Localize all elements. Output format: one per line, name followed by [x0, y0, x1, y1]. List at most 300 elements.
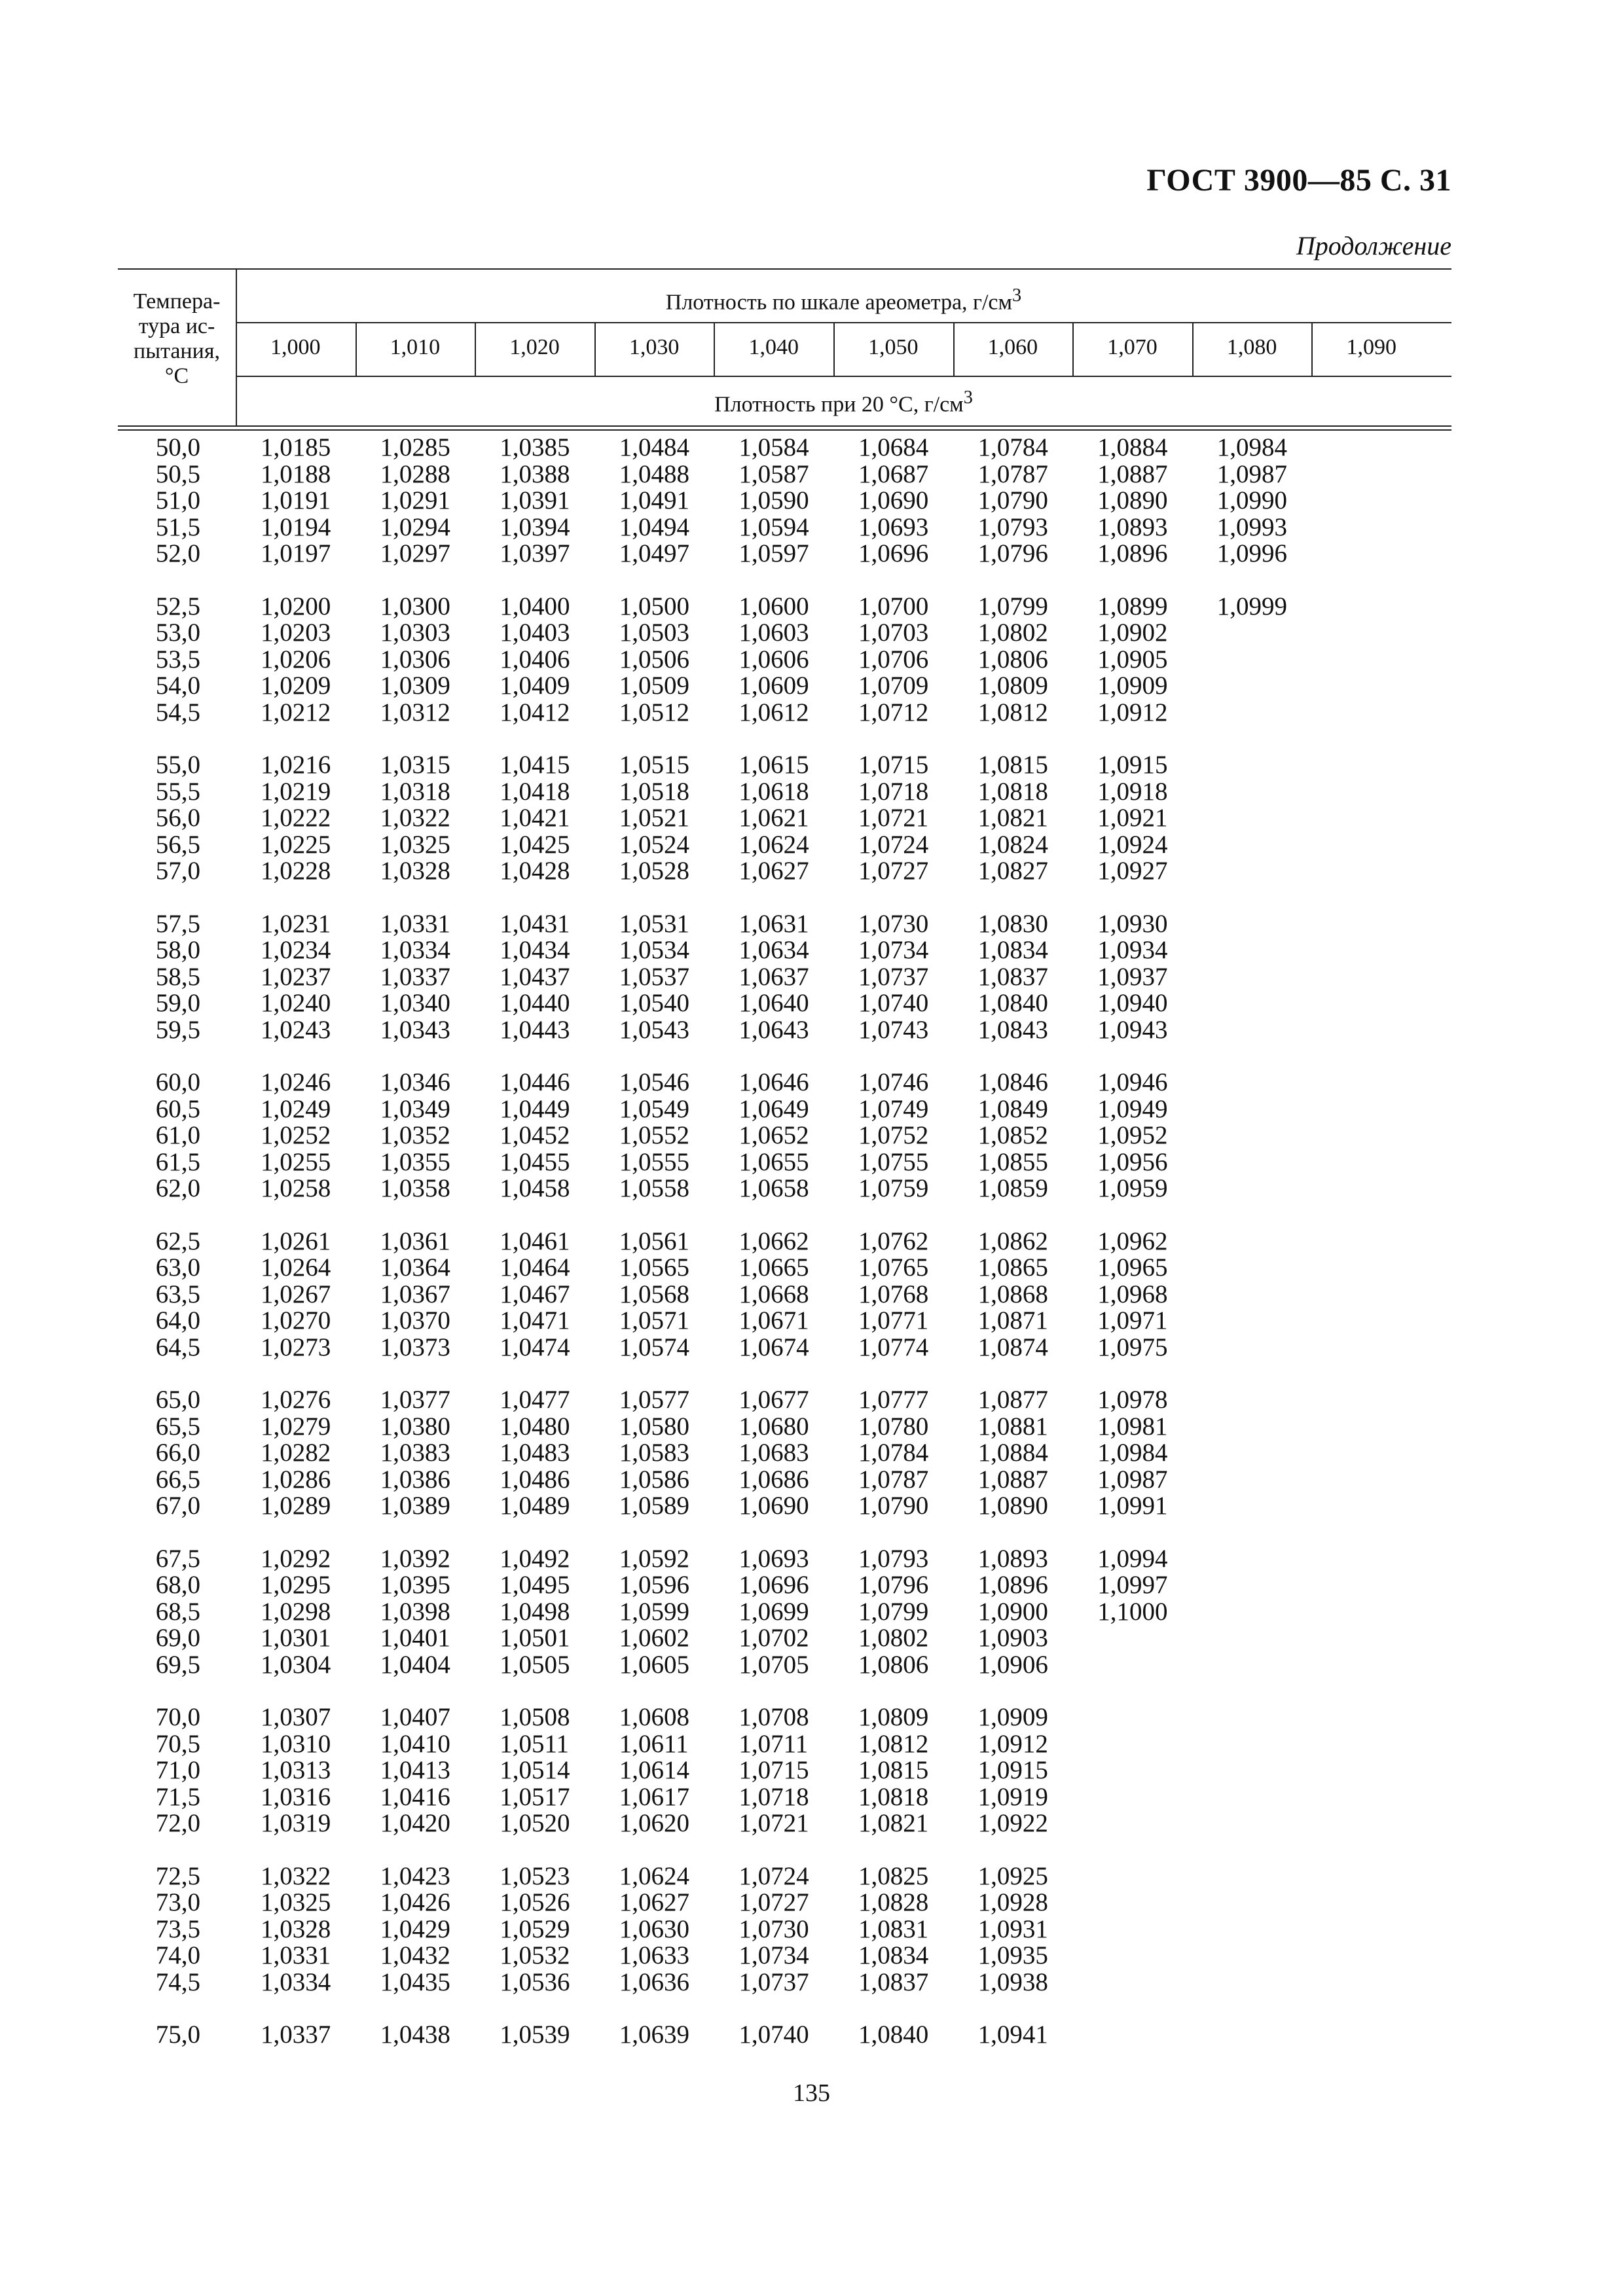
density-cell: 1,0304	[261, 1650, 331, 1679]
density-cell: 1,0536	[500, 1967, 570, 1996]
density-cell: 1,0893	[977, 1544, 1048, 1573]
density-cell: 1,0410	[380, 1729, 450, 1758]
document-code: ГОСТ 3900—85 С. 31	[1146, 163, 1451, 198]
density-cell: 1,0279	[261, 1412, 331, 1441]
density-cell: 1,0498	[500, 1597, 570, 1626]
table-row	[118, 514, 1451, 541]
temperature-cell: 69,0	[155, 1624, 200, 1652]
row-group	[118, 1546, 1451, 1679]
table-row	[118, 1493, 1451, 1520]
table-row	[118, 1704, 1451, 1731]
density-cell: 1,0705	[739, 1650, 809, 1679]
density-cell: 1,0395	[380, 1571, 450, 1599]
density-cell: 1,0943	[1097, 1015, 1168, 1044]
density-cell: 1,0617	[619, 1782, 690, 1811]
table-row	[118, 620, 1451, 647]
temperature-cell: 70,0	[155, 1703, 200, 1731]
density-cell: 1,0737	[858, 962, 929, 991]
density-cell: 1,0890	[1097, 486, 1168, 514]
density-cell: 1,0270	[261, 1306, 331, 1335]
density-cell: 1,0952	[1097, 1121, 1168, 1149]
density-cell: 1,0683	[739, 1439, 809, 1467]
table-row	[118, 461, 1451, 488]
density-cell: 1,0316	[261, 1782, 331, 1811]
density-cell: 1,0962	[1097, 1227, 1168, 1255]
temperature-cell: 57,0	[155, 857, 200, 885]
density-cell: 1,0300	[380, 592, 450, 620]
density-cell: 1,0524	[619, 830, 690, 859]
header-rule	[236, 376, 1451, 377]
table-row	[118, 1731, 1451, 1758]
density-cell: 1,0715	[739, 1756, 809, 1784]
density-cell: 1,0690	[858, 486, 929, 514]
density-cell: 1,0614	[619, 1756, 690, 1784]
density-cell: 1,0721	[858, 804, 929, 832]
density-cell: 1,0624	[619, 1861, 690, 1890]
density-cell: 1,0721	[739, 1809, 809, 1837]
density-cell: 1,0762	[858, 1227, 929, 1255]
density-cell: 1,0890	[977, 1492, 1048, 1520]
density-cell: 1,0501	[500, 1624, 570, 1652]
density-at-20-title-text: Плотность при 20 °С, г/см	[714, 392, 964, 417]
density-cell: 1,0724	[739, 1861, 809, 1890]
temperature-cell: 68,0	[155, 1571, 200, 1599]
density-cell: 1,0488	[619, 459, 690, 488]
density-cell: 1,0887	[1097, 459, 1168, 488]
density-cell: 1,0464	[500, 1253, 570, 1282]
density-cell: 1,0267	[261, 1280, 331, 1308]
column-divider	[953, 322, 955, 376]
density-cell: 1,0386	[380, 1465, 450, 1494]
density-cell: 1,0877	[977, 1386, 1048, 1414]
temperature-cell: 56,0	[155, 804, 200, 832]
density-cell: 1,0586	[619, 1465, 690, 1494]
density-cell: 1,0415	[500, 751, 570, 779]
temperature-cell: 66,0	[155, 1439, 200, 1467]
density-cell: 1,0421	[500, 804, 570, 832]
density-cell: 1,0494	[619, 512, 690, 541]
density-cell: 1,0662	[739, 1227, 809, 1255]
temperature-cell: 65,0	[155, 1386, 200, 1414]
hydrometer-scale-title	[236, 285, 1451, 315]
density-cell: 1,0740	[739, 2020, 809, 2049]
table-row	[118, 779, 1451, 806]
density-cell: 1,0606	[739, 645, 809, 673]
density-cell: 1,0859	[977, 1174, 1048, 1202]
density-cell: 1,0799	[858, 1597, 929, 1626]
density-cell: 1,0273	[261, 1333, 331, 1361]
density-cell: 1,0520	[500, 1809, 570, 1837]
density-cell: 1,0831	[858, 1914, 929, 1943]
density-cell: 1,0874	[977, 1333, 1048, 1361]
density-cell: 1,0941	[977, 2020, 1048, 2049]
density-cell: 1,0699	[739, 1597, 809, 1626]
density-cell: 1,0370	[380, 1306, 450, 1335]
density-cell: 1,0637	[739, 962, 809, 991]
density-cell: 1,0425	[500, 830, 570, 859]
table-row	[118, 1757, 1451, 1784]
density-cell: 1,0589	[619, 1492, 690, 1520]
density-cell: 1,0999	[1216, 592, 1288, 620]
temperature-cell: 61,0	[155, 1121, 200, 1149]
density-cell: 1,0771	[858, 1306, 929, 1335]
density-cell: 1,0840	[858, 2020, 929, 2049]
table-row	[118, 1943, 1451, 1969]
density-cell: 1,0437	[500, 962, 570, 991]
density-cell: 1,0840	[977, 989, 1048, 1017]
density-cell: 1,0429	[380, 1914, 450, 1943]
density-cell: 1,0438	[380, 2020, 450, 2049]
table-row	[118, 1229, 1451, 1255]
temperature-cell: 63,5	[155, 1280, 200, 1308]
density-cell: 1,0337	[261, 2020, 331, 2049]
column-divider	[356, 322, 357, 376]
temperature-cell: 58,0	[155, 936, 200, 964]
density-cell: 1,0668	[739, 1280, 809, 1308]
density-cell: 1,0307	[261, 1703, 331, 1731]
density-cell: 1,0412	[500, 698, 570, 726]
density-cell: 1,0946	[1097, 1068, 1168, 1096]
density-cell: 1,0367	[380, 1280, 450, 1308]
density-cell: 1,0568	[619, 1280, 690, 1308]
density-cell: 1,0200	[261, 592, 331, 620]
density-cell: 1,0706	[858, 645, 929, 673]
column-header: 1,050	[868, 335, 919, 359]
density-cell: 1,0759	[858, 1174, 929, 1202]
density-cell: 1,0740	[858, 989, 929, 1017]
density-cell: 1,0297	[380, 539, 450, 567]
temperature-cell: 74,5	[155, 1967, 200, 1996]
density-cell: 1,0587	[739, 459, 809, 488]
column-header: 1,010	[390, 335, 441, 359]
hydrometer-scale-title-text: Плотность по шкале ареометра, г/см	[665, 290, 1013, 315]
density-cell: 1,0737	[739, 1967, 809, 1996]
density-cell: 1,0309	[380, 672, 450, 700]
density-cell: 1,1000	[1097, 1597, 1168, 1626]
density-cell: 1,0793	[858, 1544, 929, 1573]
density-cell: 1,0401	[380, 1624, 450, 1652]
density-cell: 1,0743	[858, 1015, 929, 1044]
density-cell: 1,0599	[619, 1597, 690, 1626]
density-cell: 1,0216	[261, 751, 331, 779]
density-cell: 1,0900	[977, 1597, 1048, 1626]
row-group	[118, 435, 1451, 567]
table-row	[118, 964, 1451, 991]
density-cell: 1,0264	[261, 1253, 331, 1282]
density-cell: 1,0718	[858, 777, 929, 806]
density-cell: 1,0426	[380, 1888, 450, 1916]
density-cell: 1,0237	[261, 962, 331, 991]
density-cell: 1,0646	[739, 1068, 809, 1096]
density-cell: 1,0640	[739, 989, 809, 1017]
density-cell: 1,0291	[380, 486, 450, 514]
density-cell: 1,0906	[977, 1650, 1048, 1679]
density-cell: 1,0461	[500, 1227, 570, 1255]
density-at-20-title	[236, 387, 1451, 417]
density-cell: 1,0633	[619, 1941, 690, 1969]
density-cell: 1,0583	[619, 1439, 690, 1467]
table-row	[118, 1069, 1451, 1096]
temperature-column-header	[118, 289, 236, 389]
density-cell: 1,0514	[500, 1756, 570, 1784]
density-cell: 1,0440	[500, 989, 570, 1017]
density-cell: 1,0295	[261, 1571, 331, 1599]
density-cell: 1,0837	[858, 1967, 929, 1996]
density-cell: 1,0388	[500, 459, 570, 488]
density-cell: 1,0843	[977, 1015, 1048, 1044]
density-cell: 1,0249	[261, 1094, 331, 1123]
temperature-label-line: Темпера-	[133, 289, 221, 314]
column-divider	[833, 322, 835, 376]
density-cell: 1,0765	[858, 1253, 929, 1282]
table-row	[118, 1255, 1451, 1282]
density-cell: 1,0828	[858, 1888, 929, 1916]
density-cell: 1,0346	[380, 1068, 450, 1096]
density-cell: 1,0532	[500, 1941, 570, 1969]
density-cell: 1,0552	[619, 1121, 690, 1149]
density-cell: 1,0812	[858, 1729, 929, 1758]
density-cell: 1,0515	[619, 751, 690, 779]
table-row	[118, 1017, 1451, 1044]
density-cell: 1,0949	[1097, 1094, 1168, 1123]
density-cell: 1,0727	[739, 1888, 809, 1916]
density-cell: 1,0935	[977, 1941, 1048, 1969]
temperature-cell: 66,5	[155, 1465, 200, 1494]
density-cell: 1,0602	[619, 1624, 690, 1652]
table-row	[118, 1467, 1451, 1494]
row-group	[118, 1704, 1451, 1837]
density-cell: 1,0938	[977, 1967, 1048, 1996]
density-cell: 1,0620	[619, 1809, 690, 1837]
temperature-cell: 54,0	[155, 672, 200, 700]
density-cell: 1,0915	[977, 1756, 1048, 1784]
density-cell: 1,0301	[261, 1624, 331, 1652]
density-cell: 1,0802	[977, 619, 1048, 647]
density-cell: 1,0609	[739, 672, 809, 700]
density-cell: 1,0712	[858, 698, 929, 726]
density-cell: 1,0261	[261, 1227, 331, 1255]
density-cell: 1,0752	[858, 1121, 929, 1149]
density-cell: 1,0852	[977, 1121, 1048, 1149]
density-cell: 1,0636	[619, 1967, 690, 1996]
density-cell: 1,0508	[500, 1703, 570, 1731]
density-cell: 1,0288	[380, 459, 450, 488]
header-double-rule	[118, 425, 1451, 431]
table-row	[118, 1175, 1451, 1202]
density-cell: 1,0597	[739, 539, 809, 567]
table-row	[118, 541, 1451, 567]
table-row	[118, 1969, 1451, 1996]
density-cell: 1,0997	[1097, 1571, 1168, 1599]
density-cell: 1,0915	[1097, 751, 1168, 779]
density-cell: 1,0711	[739, 1729, 809, 1758]
density-cell: 1,0634	[739, 936, 809, 964]
density-cell: 1,0467	[500, 1280, 570, 1308]
temperature-cell: 55,5	[155, 777, 200, 806]
density-cell: 1,0631	[739, 909, 809, 938]
density-cell: 1,0373	[380, 1333, 450, 1361]
density-cell: 1,0612	[739, 698, 809, 726]
temperature-cell: 58,5	[155, 962, 200, 991]
density-cell: 1,0934	[1097, 936, 1168, 964]
density-cell: 1,0252	[261, 1121, 331, 1149]
density-cell: 1,0480	[500, 1412, 570, 1441]
density-cell: 1,0313	[261, 1756, 331, 1784]
density-cell: 1,0993	[1216, 512, 1288, 541]
density-cell: 1,0380	[380, 1412, 450, 1441]
density-cell: 1,0322	[380, 804, 450, 832]
density-cell: 1,0696	[739, 1571, 809, 1599]
density-cell: 1,0276	[261, 1386, 331, 1414]
table-row	[118, 1652, 1451, 1679]
density-cell: 1,0996	[1216, 539, 1288, 567]
density-cell: 1,0185	[261, 433, 331, 461]
density-cell: 1,0994	[1097, 1544, 1168, 1573]
density-cell: 1,0331	[380, 909, 450, 938]
temperature-cell: 59,0	[155, 989, 200, 1017]
density-cell: 1,0680	[739, 1412, 809, 1441]
density-cell: 1,0600	[739, 592, 809, 620]
temperature-cell: 55,0	[155, 751, 200, 779]
density-cell: 1,0418	[500, 777, 570, 806]
table-row	[118, 1096, 1451, 1123]
table-row	[118, 700, 1451, 726]
temperature-cell: 65,5	[155, 1412, 200, 1441]
density-cell: 1,0987	[1216, 459, 1288, 488]
temperature-label-line: °С	[164, 364, 189, 388]
density-cell: 1,0871	[977, 1306, 1048, 1335]
density-cell: 1,0409	[500, 672, 570, 700]
density-cell: 1,0212	[261, 698, 331, 726]
density-cell: 1,0921	[1097, 804, 1168, 832]
density-cell: 1,0431	[500, 909, 570, 938]
density-cell: 1,0325	[261, 1888, 331, 1916]
column-divider	[475, 322, 476, 376]
density-cell: 1,0987	[1097, 1465, 1168, 1494]
density-cell: 1,0796	[858, 1571, 929, 1599]
table-row	[118, 1572, 1451, 1599]
density-cell: 1,0397	[500, 539, 570, 567]
density-cell: 1,0824	[977, 830, 1048, 859]
density-cell: 1,0303	[380, 619, 450, 647]
density-cell: 1,0671	[739, 1306, 809, 1335]
density-cell: 1,0355	[380, 1147, 450, 1176]
density-cell: 1,0821	[858, 1809, 929, 1837]
temperature-cell: 67,5	[155, 1544, 200, 1573]
density-cell: 1,0509	[619, 672, 690, 700]
table-row	[118, 1890, 1451, 1916]
density-cell: 1,0965	[1097, 1253, 1168, 1282]
density-cell: 1,0477	[500, 1386, 570, 1414]
density-cell: 1,0684	[858, 433, 929, 461]
density-cell: 1,0258	[261, 1174, 331, 1202]
density-cell: 1,0334	[380, 936, 450, 964]
density-cell: 1,0925	[977, 1861, 1048, 1890]
density-cell: 1,0703	[858, 619, 929, 647]
table-row	[118, 1440, 1451, 1467]
temperature-cell: 73,0	[155, 1888, 200, 1916]
density-cell: 1,0565	[619, 1253, 690, 1282]
density-cell: 1,0881	[977, 1412, 1048, 1441]
temperature-cell: 50,5	[155, 459, 200, 488]
density-cell: 1,0702	[739, 1624, 809, 1652]
density-cell: 1,0188	[261, 459, 331, 488]
density-cell: 1,0491	[619, 486, 690, 514]
temperature-cell: 53,0	[155, 619, 200, 647]
density-cell: 1,0825	[858, 1861, 929, 1890]
density-cell: 1,0830	[977, 909, 1048, 938]
density-cell: 1,0428	[500, 857, 570, 885]
density-cell: 1,0984	[1097, 1439, 1168, 1467]
column-header: 1,000	[270, 335, 321, 359]
density-cell: 1,0561	[619, 1227, 690, 1255]
density-cell: 1,0931	[977, 1914, 1048, 1943]
density-cell: 1,0902	[1097, 619, 1168, 647]
row-group	[118, 1863, 1451, 1996]
density-cell: 1,0919	[977, 1782, 1048, 1811]
temperature-cell: 69,5	[155, 1650, 200, 1679]
density-cell: 1,0809	[977, 672, 1048, 700]
density-cell: 1,0730	[858, 909, 929, 938]
density-cell: 1,0837	[977, 962, 1048, 991]
table-row	[118, 832, 1451, 859]
table-row	[118, 488, 1451, 514]
density-cell: 1,0658	[739, 1174, 809, 1202]
table-row	[118, 752, 1451, 779]
table-row	[118, 990, 1451, 1017]
density-cell: 1,0385	[500, 433, 570, 461]
density-cell: 1,0959	[1097, 1174, 1168, 1202]
table-row	[118, 1335, 1451, 1361]
temperature-label-line: пытания,	[134, 339, 220, 363]
density-cell: 1,0194	[261, 512, 331, 541]
density-cell: 1,0700	[858, 592, 929, 620]
density-cell: 1,0394	[500, 512, 570, 541]
density-cell: 1,0734	[858, 936, 929, 964]
density-cell: 1,0924	[1097, 830, 1168, 859]
density-cell: 1,0868	[977, 1280, 1048, 1308]
density-cell: 1,0812	[977, 698, 1048, 726]
density-cell: 1,0991	[1097, 1492, 1168, 1520]
density-cell: 1,0594	[739, 512, 809, 541]
density-cell: 1,0403	[500, 619, 570, 647]
density-cell: 1,0708	[739, 1703, 809, 1731]
density-cell: 1,0615	[739, 751, 809, 779]
temperature-cell: 57,5	[155, 909, 200, 938]
density-cell: 1,0289	[261, 1492, 331, 1520]
density-cell: 1,0846	[977, 1068, 1048, 1096]
density-cell: 1,0407	[380, 1703, 450, 1731]
density-cell: 1,0458	[500, 1174, 570, 1202]
temperature-cell: 71,5	[155, 1782, 200, 1811]
density-cell: 1,0435	[380, 1967, 450, 1996]
density-cell: 1,0790	[977, 486, 1048, 514]
density-cell: 1,0449	[500, 1094, 570, 1123]
density-cell: 1,0937	[1097, 962, 1168, 991]
density-cell: 1,0328	[380, 857, 450, 885]
density-cell: 1,0294	[380, 512, 450, 541]
density-cell: 1,0446	[500, 1068, 570, 1096]
density-cell: 1,0815	[977, 751, 1048, 779]
table-header	[118, 268, 1451, 427]
density-cell: 1,0577	[619, 1386, 690, 1414]
density-cell: 1,0981	[1097, 1412, 1168, 1441]
page-number: 135	[793, 2079, 830, 2107]
table-row	[118, 2022, 1451, 2049]
row-group	[118, 1229, 1451, 1361]
density-cell: 1,0580	[619, 1412, 690, 1441]
density-cell: 1,0546	[619, 1068, 690, 1096]
